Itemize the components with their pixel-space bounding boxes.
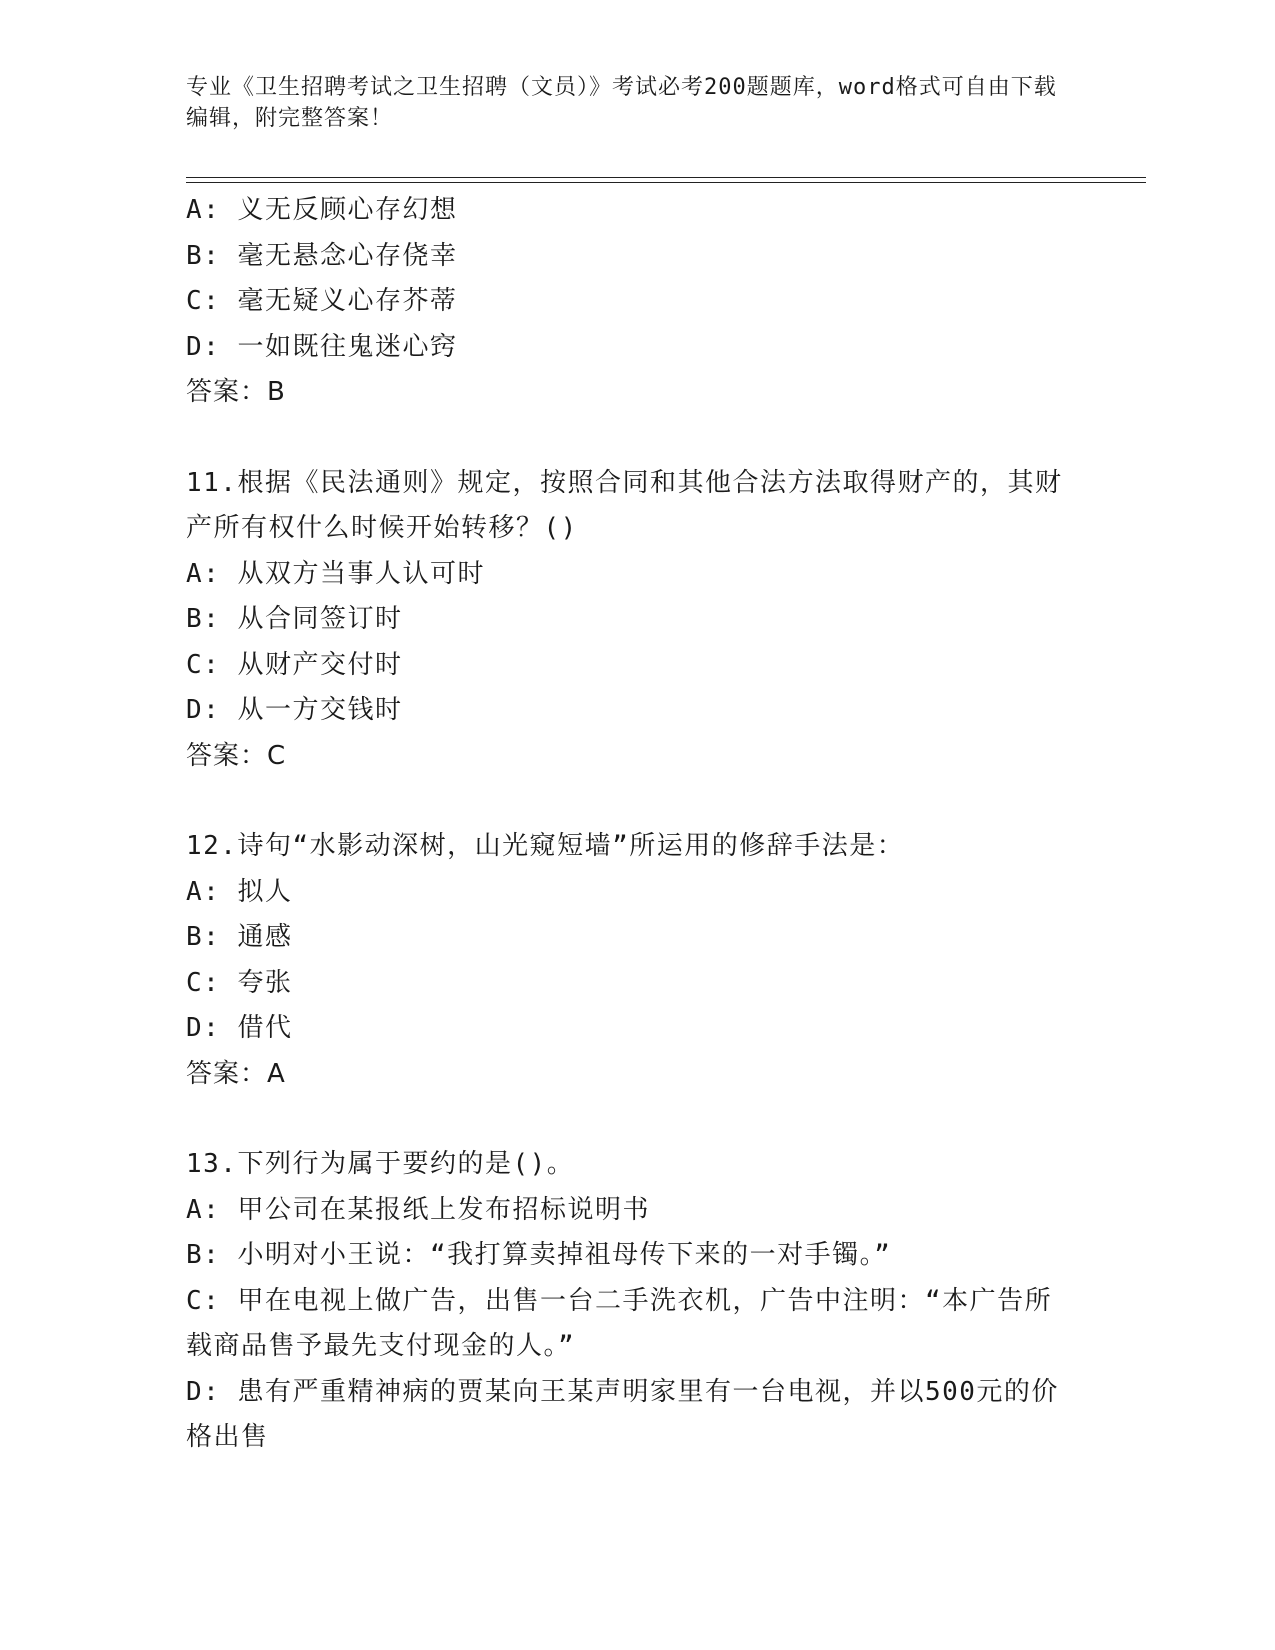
- document-body: [186, 188, 1066, 1461]
- option-b: B: 通感: [186, 922, 293, 952]
- header-divider-bottom: [186, 182, 1146, 183]
- option-c: C: 夸张: [186, 967, 293, 998]
- question-11: [186, 461, 1066, 780]
- option-a: A: 拟人: [186, 876, 293, 907]
- option-c: C: 毫无疑义心存芥蒂: [186, 286, 458, 316]
- option-d: D: 从一方交钱时: [186, 695, 403, 725]
- header-divider-top: [186, 177, 1146, 178]
- document-header: [186, 72, 1066, 134]
- option-a: A: 甲公司在某报纸上发布招标说明书: [186, 1194, 650, 1225]
- option-d: D: 一如既往鬼迷心窍: [186, 331, 458, 362]
- question-12: [186, 824, 1066, 1097]
- option-c: C: 从财产交付时: [186, 649, 403, 680]
- option-c: C: 甲在电视上做广告，出售一台二手洗衣机，广告中注明：“本广告所载商品售予最先支付现金的人。”: [186, 1285, 1053, 1361]
- answer: 答案：A: [186, 1058, 286, 1089]
- question-stem: 11.根据《民法通则》规定，按照合同和其他合法方法取得财产的，其财产所有权什么时候开始转移？(): [186, 467, 1063, 543]
- answer: 答案：B: [186, 377, 286, 407]
- option-d: D: 借代: [186, 1013, 293, 1043]
- question-13: [186, 1142, 1066, 1461]
- answer: 答案：C: [186, 740, 287, 771]
- option-b: B: 毫无悬念心存侥幸: [186, 240, 458, 271]
- option-b: B: 小明对小王说：“我打算卖掉祖母传下来的一对手镯。”: [186, 1240, 892, 1270]
- question-stem: 12.诗句“水影动深树，山光窥短墙”所运用的修辞手法是：: [186, 831, 905, 861]
- option-a: A: 从双方当事人认可时: [186, 558, 485, 589]
- option-b: B: 从合同签订时: [186, 604, 403, 634]
- question-10-continued: [186, 188, 1066, 416]
- option-a: A: 义无反顾心存幻想: [186, 195, 458, 225]
- header-text: 专业《卫生招聘考试之卫生招聘（文员）》考试必考200题题库，word格式可自由下载编辑，附完整答案！: [186, 75, 1057, 131]
- option-d: D: 患有严重精神病的贾某向王某声明家里有一台电视，并以500元的价格出售: [186, 1376, 1059, 1452]
- question-stem: 13.下列行为属于要约的是()。: [186, 1149, 575, 1179]
